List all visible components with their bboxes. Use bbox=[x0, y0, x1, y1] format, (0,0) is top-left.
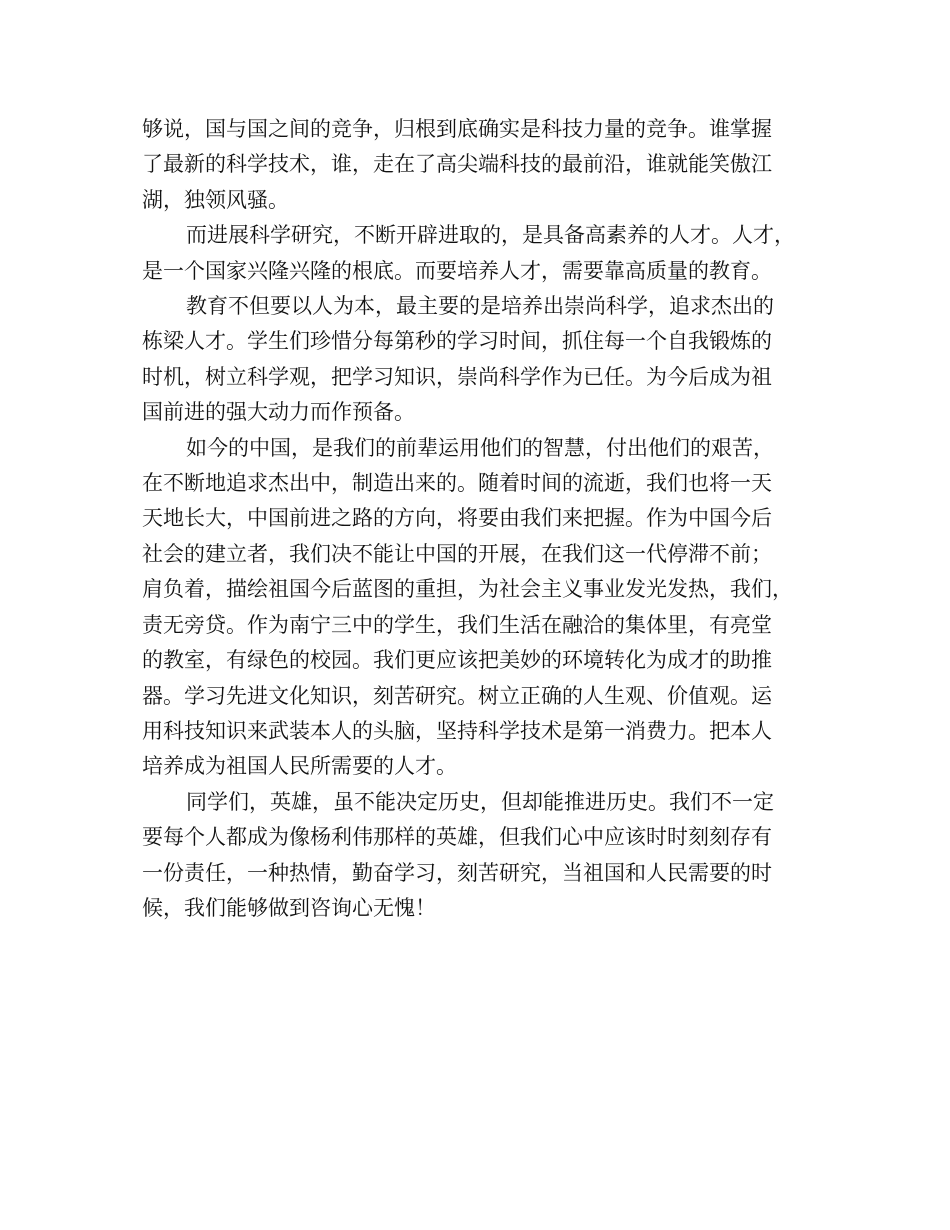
text-line: 在不断地追求杰出中，制造出来的。随着时间的流逝，我们也将一天 bbox=[142, 471, 772, 496]
text-line: 了最新的科学技术，谁，走在了高尖端科技的最前沿，谁就能笑傲江 bbox=[142, 152, 772, 177]
text-line: 用科技知识来武装本人的头脑，坚持科学技术是第一消费力。把本人 bbox=[142, 718, 772, 743]
text-line: 够说，国与国之间的竞争，归根到底确实是科技力量的竞争。谁掌握 bbox=[142, 117, 772, 141]
text-line: 栋梁人才。学生们珍惜分每第秒的学习时间，抓住每一个自我锻炼的 bbox=[142, 329, 772, 354]
paragraph-first-line: 而进展科学研究，不断开辟进取的，是具备高素养的人才。人才， bbox=[186, 223, 795, 248]
text-line: 国前进的强大动力而作预备。 bbox=[142, 400, 415, 425]
text-line: 社会的建立者，我们决不能让中国的开展，在我们这一代停滞不前； bbox=[142, 541, 772, 566]
text-line: 培养成为祖国人民所需要的人才。 bbox=[142, 754, 457, 779]
paragraph-first-line: 教育不但要以人为本，最主要的是培养出崇尚科学，追求杰出的 bbox=[186, 294, 774, 319]
text-line: 一份责任，一种热情，勤奋学习，刻苦研究，当祖国和人民需要的时 bbox=[142, 860, 772, 885]
text-line: 时机，树立科学观，把学习知识，崇尚科学作为已任。为今后成为祖 bbox=[142, 364, 772, 389]
text-line: 责无旁贷。作为南宁三中的学生，我们生活在融洽的集体里，有亮堂 bbox=[142, 612, 772, 637]
text-line: 湖，独领风骚。 bbox=[142, 187, 289, 212]
paragraph-first-line: 如今的中国，是我们的前辈运用他们的智慧，付出他们的艰苦， bbox=[186, 435, 774, 460]
text-line: 是一个国家兴隆兴隆的根底。而要培养人才，需要靠高质量的教育。 bbox=[142, 258, 772, 283]
document-body bbox=[142, 112, 812, 926]
text-line: 的教室，有绿色的校园。我们更应该把美妙的环境转化为成才的助推 bbox=[142, 648, 772, 673]
text-line: 肩负着，描绘祖国今后蓝图的重担，为社会主义事业发光发热，我们， bbox=[142, 577, 793, 602]
text-line: 候，我们能够做到咨询心无愧！ bbox=[142, 895, 436, 920]
text-line: 器。学习先进文化知识，刻苦研究。树立正确的人生观、价值观。运 bbox=[142, 683, 772, 708]
text-line: 要每个人都成为像杨利伟那样的英雄，但我们心中应该时时刻刻存有 bbox=[142, 825, 772, 850]
paragraph-first-line: 同学们，英雄，虽不能决定历史，但却能推进历史。我们不一定 bbox=[186, 789, 774, 814]
text-line: 天地长大，中国前进之路的方向，将要由我们来把握。作为中国今后 bbox=[142, 506, 772, 531]
